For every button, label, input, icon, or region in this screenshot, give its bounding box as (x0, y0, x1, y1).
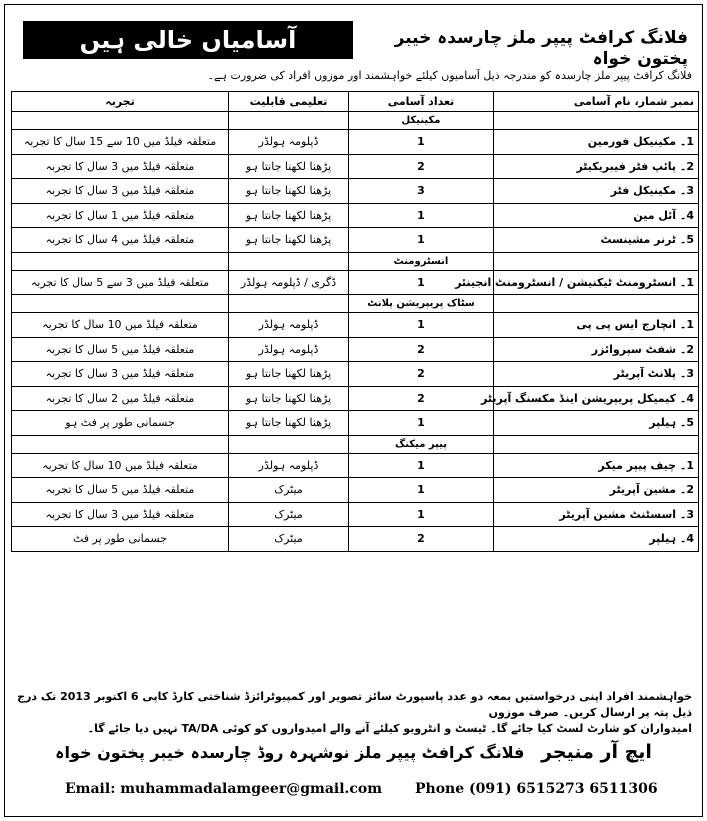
email-text: Email: muhammadalamgeer@gmail.com (65, 781, 383, 797)
vacancy-count: 1 (349, 130, 494, 155)
vacancy-count: 1 (349, 478, 494, 503)
experience: متعلقہ فیلڈ میں 1 سال کا تجربہ (12, 203, 229, 228)
qualification: پڑھنا لکھنا جانتا ہو (229, 411, 349, 436)
table-row (12, 313, 699, 338)
section-cell-empty (12, 435, 229, 453)
table-row (12, 337, 699, 362)
job-post: 1۔ چیف پیپر میکر (494, 453, 699, 478)
vacancy-count: 2 (349, 527, 494, 552)
header (5, 5, 702, 69)
job-post: 3۔ اسسٹنٹ مشین آپریٹر (494, 502, 699, 527)
job-post: 4۔ کیمیکل پریپریشن اینڈ مکسنگ آپریٹر (494, 386, 699, 411)
jobs-table (11, 91, 699, 552)
job-post: 5۔ ٹرنر مشینسٹ (494, 228, 699, 253)
table-header-row (12, 92, 699, 112)
job-post: 4۔ ہیلپر (494, 527, 699, 552)
qualification: ڈپلومہ ہولڈر (229, 130, 349, 155)
vacancy-count: 2 (349, 362, 494, 387)
experience: متعلقہ فیلڈ میں 3 سال کا تجربہ (12, 362, 229, 387)
job-post: 3۔ مکینیکل فٹر (494, 179, 699, 204)
qualification: ڈپلومہ ہولڈر (229, 337, 349, 362)
phone-text: Phone (091) 6515273 6511306 (415, 781, 658, 797)
header-count: تعداد آسامی (349, 92, 494, 112)
section-cell-empty (494, 252, 699, 270)
job-post: 5۔ ہیلپر (494, 411, 699, 436)
experience: متعلقہ فیلڈ میں 4 سال کا تجربہ (12, 228, 229, 253)
vacancy-count: 1 (349, 313, 494, 338)
section-row (12, 252, 699, 270)
experience: متعلقہ فیلڈ میں 3 سال کا تجربہ (12, 502, 229, 527)
vacancy-count: 3 (349, 179, 494, 204)
table-row (12, 130, 699, 155)
job-post: 3۔ پلانٹ آپریٹر (494, 362, 699, 387)
vacancy-count: 1 (349, 502, 494, 527)
header-experience: تجربہ (12, 92, 229, 112)
section-row (12, 435, 699, 453)
section-cell-empty (229, 295, 349, 313)
vacancy-count: 2 (349, 154, 494, 179)
experience: متعلقہ فیلڈ میں 10 سال کا تجربہ (12, 313, 229, 338)
instructions-line-2: امیدواران کو شارٹ لسٹ کیا جائے گا۔ ٹیسٹ و انٹرویو کیلئے آنے والے امیدواروں کو کوئی TA/DA نہیں دیا جائے گا۔ (87, 722, 692, 735)
qualification: ڈگری / ڈپلومہ ہولڈر (229, 270, 349, 295)
experience: متعلقہ فیلڈ میں 5 سال کا تجربہ (12, 478, 229, 503)
section-cell-empty (494, 435, 699, 453)
application-instructions (12, 689, 692, 737)
signature-address: فلانگ کرافٹ پیپر ملز نوشہرہ روڈ چارسدہ خیبر پختون خواہ (55, 743, 525, 762)
section-cell-empty (12, 295, 229, 313)
qualification: میٹرک (229, 527, 349, 552)
table-row (12, 453, 699, 478)
experience: متعلقہ فیلڈ میں 10 سال کا تجربہ (12, 453, 229, 478)
vacancy-count: 1 (349, 203, 494, 228)
vacancy-count: 1 (349, 270, 494, 295)
section-cell-empty (12, 112, 229, 130)
qualification: پڑھنا لکھنا جانتا ہو (229, 179, 349, 204)
experience: متعلقہ فیلڈ میں 2 سال کا تجربہ (12, 386, 229, 411)
table-row (12, 502, 699, 527)
vacancy-count: 2 (349, 337, 494, 362)
job-post: 2۔ مشین آپریٹر (494, 478, 699, 503)
advertisement-page (4, 4, 703, 817)
signature-block (5, 741, 702, 763)
job-post: 2۔ پائپ فٹر فیبریکیٹر (494, 154, 699, 179)
header-post: نمبر شمار، نام آسامی (494, 92, 699, 112)
qualification: میٹرک (229, 478, 349, 503)
job-post: 2۔ شفٹ سپروائزر (494, 337, 699, 362)
qualification: پڑھنا لکھنا جانتا ہو (229, 154, 349, 179)
table-row (12, 527, 699, 552)
qualification: ڈپلومہ ہولڈر (229, 453, 349, 478)
jobs-body (12, 112, 699, 552)
experience: جسمانی طور پر فٹ ہو (12, 411, 229, 436)
qualification: میٹرک (229, 502, 349, 527)
qualification: پڑھنا لکھنا جانتا ہو (229, 228, 349, 253)
qualification: ڈپلومہ ہولڈر (229, 313, 349, 338)
vacancy-count: 1 (349, 228, 494, 253)
section-cell-empty (494, 295, 699, 313)
section-cell-empty (229, 435, 349, 453)
experience: متعلقہ فیلڈ میں 3 سال کا تجربہ (12, 179, 229, 204)
table-row (12, 154, 699, 179)
table-row (12, 478, 699, 503)
section-title: مکینیکل (349, 112, 494, 130)
table-row (12, 179, 699, 204)
section-title: سٹاک پریپریشن پلانٹ (349, 295, 494, 313)
vacancy-banner: آسامیاں خالی ہیں (23, 21, 353, 59)
table-row (12, 228, 699, 253)
qualification: پڑھنا لکھنا جانتا ہو (229, 386, 349, 411)
header-qualification: تعلیمی قابلیت (229, 92, 349, 112)
experience: متعلقہ فیلڈ میں 3 سے 5 سال کا تجربہ (12, 270, 229, 295)
experience: جسمانی طور پر فٹ (12, 527, 229, 552)
intro-text: فلانگ کرافٹ پیپر ملز چارسدہ کو مندرجہ ذیل آسامیوں کیلئے خواہشمند اور موزوں افراد کی ضرورت ہے۔ (207, 69, 692, 82)
qualification: پڑھنا لکھنا جانتا ہو (229, 203, 349, 228)
section-row (12, 295, 699, 313)
qualification: پڑھنا لکھنا جانتا ہو (229, 362, 349, 387)
table-row (12, 203, 699, 228)
section-cell-empty (12, 252, 229, 270)
section-cell-empty (229, 252, 349, 270)
vacancy-count: 1 (349, 453, 494, 478)
experience: متعلقہ فیلڈ میں 10 سے 15 سال کا تجربہ (12, 130, 229, 155)
experience: متعلقہ فیلڈ میں 3 سال کا تجربہ (12, 154, 229, 179)
experience: متعلقہ فیلڈ میں 5 سال کا تجربہ (12, 337, 229, 362)
section-cell-empty (229, 112, 349, 130)
job-post: 1۔ مکینیکل فورمین (494, 130, 699, 155)
table-row (12, 386, 699, 411)
signature-title: ایچ آر منیجر (541, 741, 652, 763)
table-row (12, 411, 699, 436)
job-post: 4۔ آئل مین (494, 203, 699, 228)
vacancy-count: 1 (349, 411, 494, 436)
job-post: 1۔ انسٹرومنٹ ٹیکنیشن / انسٹرومنٹ انجینئر (494, 270, 699, 295)
company-name: فلانگ کرافٹ پیپر ملز چارسدہ خیبر پختون خواہ (394, 28, 688, 69)
table-row (12, 270, 699, 295)
section-title: انسٹرومنٹ (349, 252, 494, 270)
job-post: 1۔ انچارج ایس پی پی (494, 313, 699, 338)
section-title: پیپر میکنگ (349, 435, 494, 453)
vacancy-count: 2 (349, 386, 494, 411)
section-row (12, 112, 699, 130)
instructions-line-1: خواہشمند افراد اپنی درخواستیں بمعہ دو عدد پاسپورٹ سائز تصویر اور کمپیوٹرائزڈ شناختی کارڈ کاپی 6 اکتوبر 2013 تک درج ذیل پتہ پر ارسال کریں۔ صرف موزوں (17, 690, 692, 719)
section-cell-empty (494, 112, 699, 130)
table-row (12, 362, 699, 387)
